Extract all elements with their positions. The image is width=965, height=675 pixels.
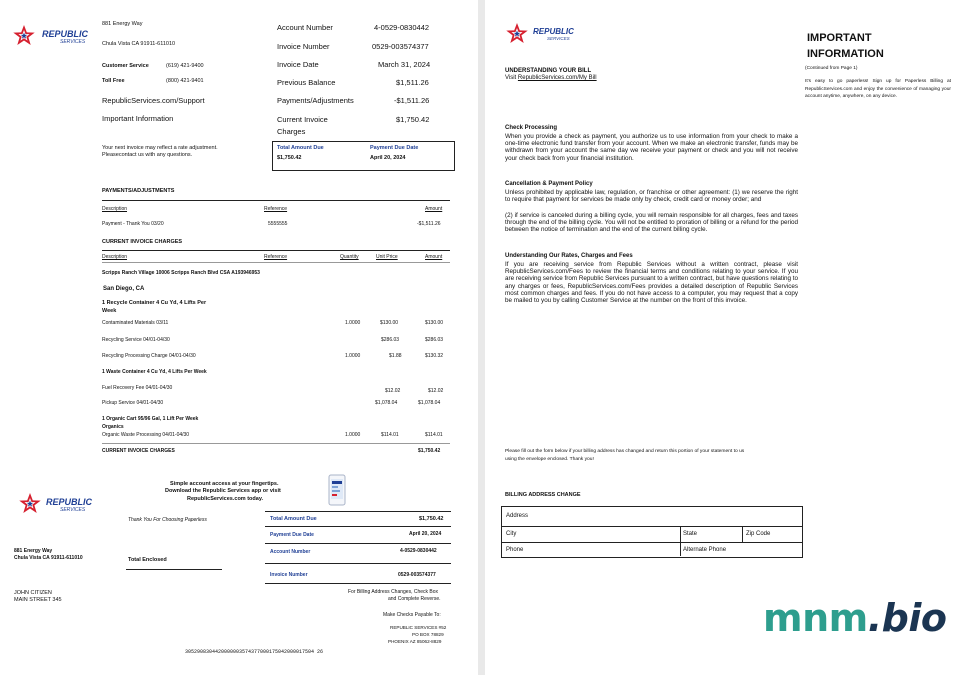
billing-change-note-line2: and Complete Reverse. <box>388 596 441 602</box>
promo-line3: RepublicServices.com today. <box>187 496 264 502</box>
charge-row-description: Organic Waste Processing 04/01-04/30 <box>102 432 190 438</box>
invoice-front-page <box>0 0 478 675</box>
charge-row-amount: $12.02 <box>428 388 444 394</box>
charge-row-description: Fuel Recovery Fee 04/01-04/30 <box>102 385 173 391</box>
stub-rule <box>265 543 451 544</box>
republic-logo <box>505 22 585 46</box>
logo-wordmark: REPUBLIC <box>46 497 93 507</box>
rate-note-line2: Pleasecontact us with any questions. <box>102 152 193 158</box>
address-field[interactable]: Address <box>506 513 529 519</box>
republic-logo <box>12 24 92 48</box>
form-row-divider <box>501 542 802 543</box>
logo-wordmark: REPUBLIC <box>533 27 574 36</box>
group1-heading-line2: Week <box>102 308 117 314</box>
charge-row-description: Recycling Service 04/01-04/30 <box>102 337 170 343</box>
check-processing-text: When you provide a check as payment, you authorize us to use information from your check to make a one-time electronic fund transfer from your account. When we make an electronic transfer, funds may be withdrawn from your account the same day we receive your payment or check and you will not receive your check back from your financial institution. <box>505 133 798 162</box>
payments-section-title: PAYMENTS/ADJUSTMENTS <box>102 188 175 194</box>
republic-star-logo-icon <box>505 22 529 46</box>
total-enclosed-line[interactable] <box>126 569 222 570</box>
charge-row-amount: $114.01 <box>425 432 443 438</box>
charge-row-quantity: 1.0000 <box>345 432 361 438</box>
billing-address-change-title: BILLING ADDRESS CHANGE <box>505 492 581 498</box>
form-instructions-line1: Please fill out the form below if your billing address has changed and return this portion of your statement to us <box>505 449 745 454</box>
logo-subtitle: SERVICES <box>60 507 86 513</box>
total-amount-due-label: Total Amount Due <box>277 145 324 151</box>
customer-service-label: Customer Service <box>102 63 149 69</box>
remit-address-line1: REPUBLIC SERVICES #52 <box>390 625 447 630</box>
zip-code-field[interactable]: Zip Code <box>746 531 771 537</box>
stub-rule <box>265 583 451 584</box>
continued-note: (Continued from Page 1) <box>805 66 858 71</box>
current-invoice-label-2: Charges <box>277 127 306 136</box>
charges-total-value: $1,750.42 <box>418 448 441 454</box>
charges-col-reference: Reference <box>264 254 288 260</box>
charge-row-description: Recycling Processing Charge 04/01-04/30 <box>102 353 196 359</box>
watermark-part1: mnm <box>763 596 868 640</box>
important-information-label: Important Information <box>102 114 174 123</box>
republic-star-logo-icon <box>18 492 42 516</box>
charges-col-unit-price: Unit Price <box>376 254 398 260</box>
mobile-app-icon <box>328 474 346 506</box>
important-title-line2: INFORMATION <box>807 48 884 60</box>
charges-col-description: Description <box>102 254 128 260</box>
charge-row-amount: $130.00 <box>425 320 444 326</box>
charge-row-unit-price: $12.02 <box>385 388 401 394</box>
charge-row-amount: $286.03 <box>425 337 444 343</box>
form-row-divider <box>501 526 802 527</box>
ocr-scanline: 3052908304420000003574377000175042000017504 26 <box>185 649 324 655</box>
paperless-promo-text: It's easy to go paperless! Sign up for Paperless Billing at RepublicServices.com and enjoy the convenience of managing your account anytime, anywhere, on any device. <box>805 79 951 99</box>
watermark-part2: .bio <box>867 596 947 640</box>
current-invoice-value: $1,750.42 <box>396 115 430 124</box>
stub-account-number-label: Account Number <box>270 549 311 555</box>
charge-row-amount: $130.32 <box>425 353 444 359</box>
stub-rule <box>265 563 451 564</box>
my-bill-link[interactable]: RepublicServices.com/My Bill <box>517 75 597 81</box>
payment-row-amount: -$1,511.26 <box>417 221 441 227</box>
republic-logo-stub <box>18 492 98 516</box>
form-col-divider <box>742 526 743 542</box>
stub-due-date-value: April 20, 2024 <box>409 531 442 537</box>
charges-col-quantity: Quantity <box>340 254 359 260</box>
logo-wordmark: REPUBLIC <box>42 29 89 39</box>
stub-address-line2: Chula Vista CA 91911-611010 <box>14 555 83 561</box>
company-address-line2: Chula Vista CA 91911-611010 <box>102 41 176 47</box>
payments-adjustments-value: -$1,511.26 <box>394 96 430 105</box>
total-enclosed-label: Total Enclosed <box>128 557 167 563</box>
stub-address-line1: 881 Energy Way <box>14 548 53 554</box>
cancellation-text-1: Unless prohibited by applicable law, regulation, or franchise or other agreement: (1) we reserve the right to require that payment for services be made only by check, credit card or money order; and <box>505 189 798 204</box>
payable-to-label: Make Checks Payable To: <box>383 612 441 618</box>
group1-heading-line1: 1 Recycle Container 4 Cu Yd, 4 Lifts Per <box>102 300 207 306</box>
section-divider <box>102 250 450 251</box>
invoice-date-value: March 31, 2024 <box>378 60 431 69</box>
rates-text: If you are receiving service from Republic Services without a written contract, please visit RepublicServices.com/Fees to review the financial terms and conditions relating to your service. If you are receiving service from Republic Services pursuant to a written contract, but have questions relating to any charges or fees, RepublicServices.com/Fees provides a detailed description of Republic Services most common charges and fees. If you do not have access to a computer, you may request that a copy be mailed to you by calling Customer Service at the number on the front of this invoice. <box>505 261 798 305</box>
current-invoice-label: Current Invoice <box>277 115 328 124</box>
invoice-date-label: Invoice Date <box>277 60 319 69</box>
charge-row-description: Contaminated Materials 03/11 <box>102 320 169 326</box>
charge-row-quantity: 1.0000 <box>345 353 361 359</box>
stub-account-number-value: 4-0529-0830442 <box>400 548 437 554</box>
form-instructions-line2: using the envelope enclosed. Thank you! <box>505 457 594 462</box>
stub-invoice-number-value: 0529-003574377 <box>398 572 436 578</box>
totals-rule <box>102 443 450 444</box>
cancellation-text-2: (2) if service is canceled during a billing cycle, you will remain responsible for all charges, fees and taxes through the end of the billing cycle. You will not be entitled to proration of billing or a refund for the period between the notice of termination and the end of the current billing cycle. <box>505 212 798 234</box>
logo-subtitle: SERVICES <box>547 36 570 41</box>
account-number-value: 4-0529-0830442 <box>374 23 430 32</box>
check-processing-title: Check Processing <box>505 125 558 131</box>
charge-row-unit-price: $1.88 <box>389 353 402 359</box>
invoice-number-value: 0529-003574377 <box>372 42 429 51</box>
phone-field[interactable]: Phone <box>506 547 524 553</box>
republic-star-logo-icon <box>12 24 36 48</box>
understanding-bill-visit <box>505 75 597 81</box>
stub-rule <box>265 511 451 512</box>
payment-due-date-label: Payment Due Date <box>370 145 419 151</box>
customer-street: MAIN STREET 345 <box>14 597 62 603</box>
city-field[interactable]: City <box>506 531 517 537</box>
previous-balance-value: $1,511.26 <box>396 78 429 87</box>
invoice-back-page <box>485 0 965 675</box>
paperless-thank-you: Thank You For Choosing Paperless <box>128 517 207 523</box>
charges-total-label: CURRENT INVOICE CHARGES <box>102 448 175 454</box>
rates-title: Understanding Our Rates, Charges and Fees <box>505 253 633 259</box>
invoice-number-label: Invoice Number <box>277 42 330 51</box>
group3-heading-line2: Organics <box>102 424 124 430</box>
charges-col-amount: Amount <box>425 254 443 260</box>
toll-free-phone: (800) 421-9401 <box>166 78 204 84</box>
logo-subtitle: SERVICES <box>60 39 86 45</box>
cancellation-title: Cancellation & Payment Policy <box>505 181 593 187</box>
table-header-rule <box>102 262 450 263</box>
charges-section-title: CURRENT INVOICE CHARGES <box>102 239 183 245</box>
charge-row-unit-price: $114.01 <box>381 432 399 438</box>
section-divider <box>102 200 450 201</box>
important-title-line1: IMPORTANT <box>807 32 872 44</box>
previous-balance-label: Previous Balance <box>277 78 336 87</box>
group2-heading: 1 Waste Container 4 Cu Yd, 4 Lifts Per Week <box>102 369 207 375</box>
mnm-bio-watermark <box>763 596 947 640</box>
rate-note-line1: Your next invoice may reflect a rate adjustment. <box>102 145 218 151</box>
payments-col-amount: Amount <box>425 206 443 212</box>
payment-due-date-value: April 20, 2024 <box>370 155 406 161</box>
customer-service-phone: (619) 421-9400 <box>166 63 204 69</box>
state-field[interactable]: State <box>683 531 698 537</box>
billing-change-note-line1: For Billing Address Changes, Check Box <box>348 589 439 595</box>
stub-due-date-label: Payment Due Date <box>270 532 314 538</box>
payments-col-description: Description <box>102 206 128 212</box>
alternate-phone-field[interactable]: Alternate Phone <box>683 547 727 553</box>
total-amount-due-value: $1,750.42 <box>277 155 302 161</box>
group3-heading-line1: 1 Organic Cart 95/96 Gal, 1 Lift Per Week <box>102 416 199 422</box>
promo-line2: Download the Republic Services app or visit <box>165 488 281 494</box>
support-website-link[interactable]: RepublicServices.com/Support <box>102 96 205 105</box>
customer-name: JOHN CITIZEN <box>14 590 52 596</box>
company-address-line1: 881 Energy Way <box>102 21 143 27</box>
payments-adjustments-label: Payments/Adjustments <box>277 96 354 105</box>
charge-row-description: Pickup Service 04/01-04/30 <box>102 400 164 406</box>
charge-row-amount: $1,078.04 <box>418 400 441 406</box>
stub-invoice-number-label: Invoice Number <box>270 572 308 578</box>
remit-address-line3: PHOENIX AZ 85062-8829 <box>388 639 442 644</box>
remit-address-line2: PO BOX 78829 <box>412 632 444 637</box>
toll-free-label: Toll Free <box>102 78 125 84</box>
charge-row-unit-price: $130.00 <box>380 320 399 326</box>
service-city: San Diego, CA <box>103 286 145 292</box>
stub-total-due-value: $1,750.42 <box>419 516 444 522</box>
service-site-line: Scripps Ranch Village 10006 Scripps Ranch Blvd CSA A193946953 <box>102 270 260 276</box>
account-number-label: Account Number <box>277 23 333 32</box>
understanding-bill-title: UNDERSTANDING YOUR BILL <box>505 68 592 74</box>
payment-row-description: Payment - Thank You 03/20 <box>102 221 164 227</box>
visit-prefix: Visit <box>505 75 518 81</box>
charge-row-unit-price: $1,078.04 <box>375 400 398 406</box>
promo-line1: Simple account access at your fingertips. <box>170 481 279 487</box>
charge-row-quantity: 1.0000 <box>345 320 361 326</box>
stub-total-due-label: Total Amount Due <box>270 516 317 522</box>
payments-col-reference: Reference <box>264 206 288 212</box>
form-col-divider <box>680 526 681 556</box>
charge-row-unit-price: $286.03 <box>381 337 400 343</box>
payment-row-reference: 5555555 <box>268 221 288 227</box>
stub-rule <box>265 526 451 527</box>
